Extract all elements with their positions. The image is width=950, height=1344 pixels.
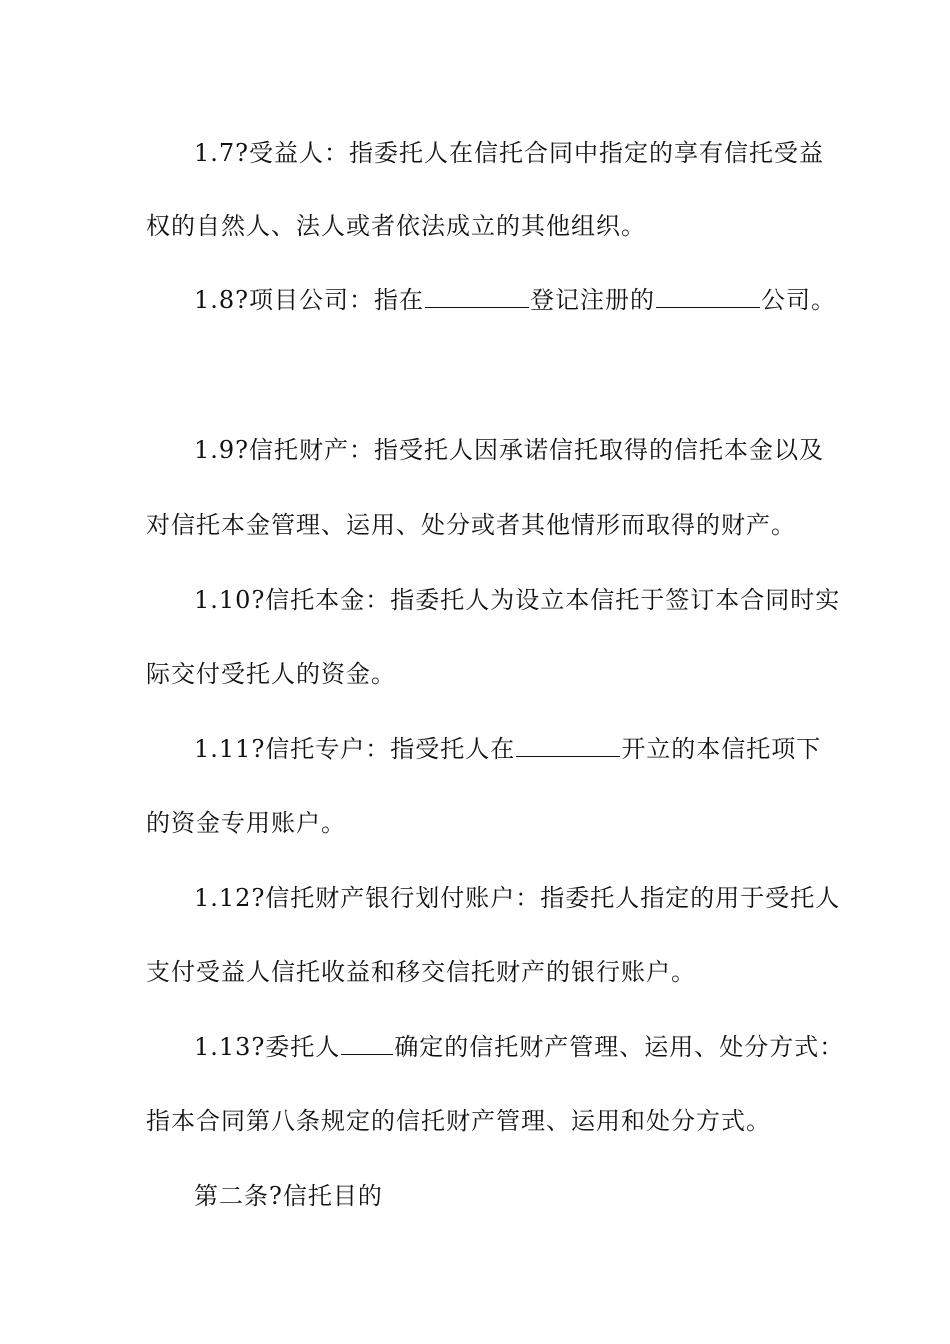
clause-1-10-line-1: 1.10?信托本金：指委托人为设立本信托于签订本合同时实: [194, 586, 841, 614]
clause-1-13-line-1: [194, 1032, 844, 1062]
clause-1-13-text-a: 1.13?委托人: [194, 1033, 341, 1061]
clause-1-13-text-b: 确定的信托财产管理、运用、处分方式：: [394, 1033, 845, 1061]
clause-1-12-line-1: 1.12?信托财产银行划付账户：指委托人指定的用于受托人: [194, 884, 841, 912]
clause-1-11-line-2: 的资金专用账户。: [146, 809, 346, 837]
registration-place-blank: [425, 289, 529, 308]
clause-1-11-text-a: 1.11?信托专户：指受托人在: [194, 735, 516, 763]
clause-1-7-line-1: 1.7?受益人：指委托人在信托合同中指定的享有信托受益: [194, 139, 825, 167]
bank-name-blank: [516, 738, 620, 757]
clause-1-8-line: [194, 285, 836, 315]
company-name-blank: [656, 289, 760, 308]
clause-1-11-text-b: 开立的本信托项下: [621, 735, 822, 763]
clause-1-9-line-1: 1.9?信托财产：指受托人因承诺信托取得的信托本金以及: [194, 436, 825, 464]
clause-1-10-line-2: 际交付受托人的资金。: [146, 660, 396, 688]
clause-1-9-line-2: 对信托本金管理、运用、处分或者其他情形而取得的财产。: [146, 511, 796, 539]
article-2-heading: 第二条?信托目的: [194, 1182, 383, 1210]
clause-1-13-line-2: 指本合同第八条规定的信托财产管理、运用和处分方式。: [146, 1107, 771, 1135]
clause-1-8-text-a: 1.8?项目公司：指在: [194, 286, 425, 314]
clause-1-8-text-b: 登记注册的: [530, 286, 656, 314]
principal-blank: [341, 1036, 393, 1055]
clause-1-12-line-2: 支付受益人信托收益和移交信托财产的银行账户。: [146, 958, 696, 986]
clause-1-7-line-2: 权的自然人、法人或者依法成立的其他组织。: [146, 212, 646, 240]
clause-1-8-text-c: 公司。: [761, 286, 837, 314]
clause-1-11-line-1: [194, 734, 821, 764]
